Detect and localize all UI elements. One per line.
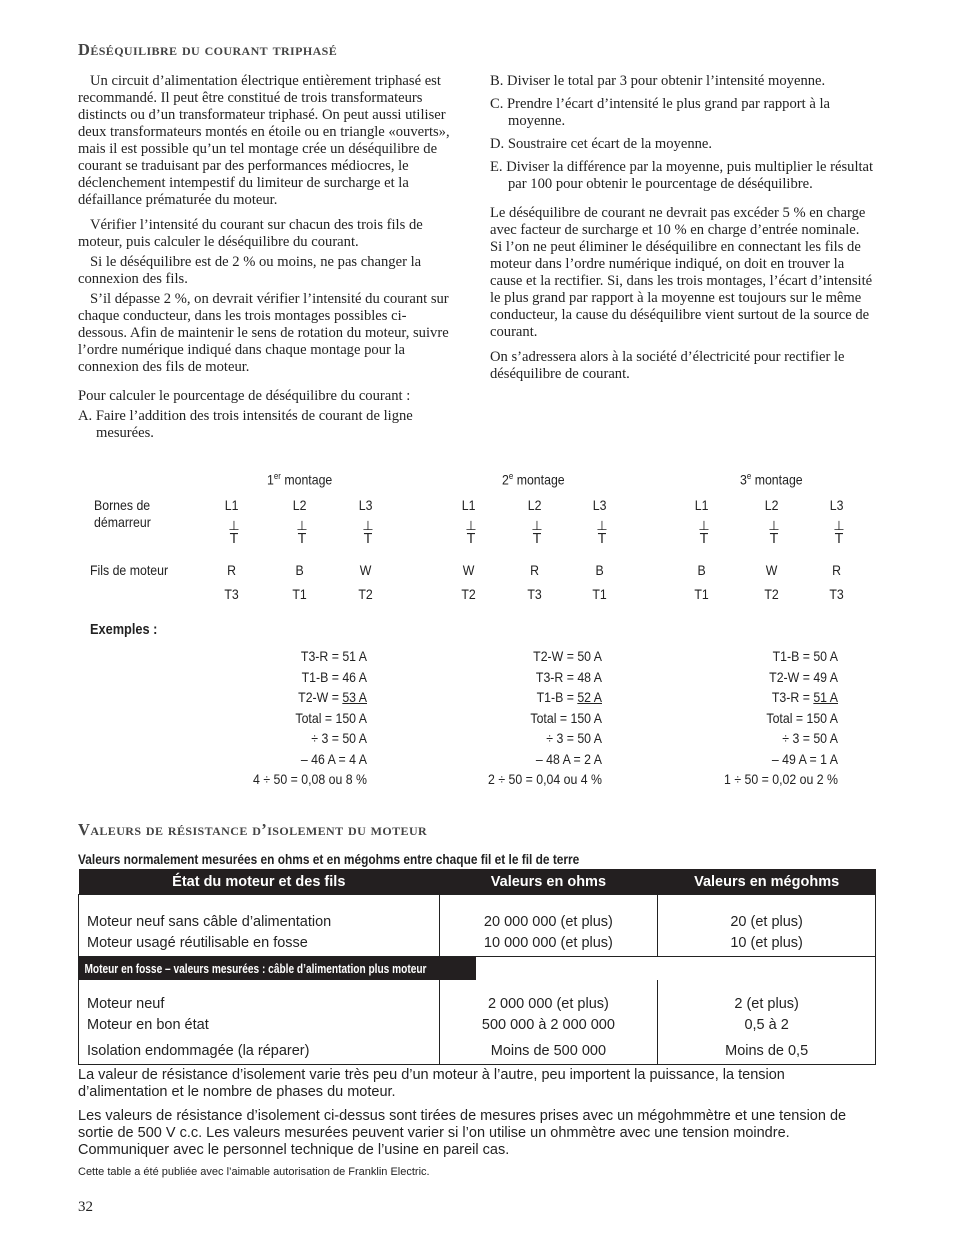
page-number: 32 [78,1199,93,1215]
wire-color: R [227,562,237,578]
table-group-row [79,957,876,981]
terminal-connector-icon: ⊥ T [833,519,845,547]
table-row: Moteur neuf sans câble d’alimentation 20 000 000 (et plus) 20 (et plus) [79,895,876,931]
section-title-unbalance: Déséquilibre du courant triphasé [78,40,338,59]
table-row: Moteur usagé réutilisable en fosse 10 000 000 (et plus) 10 (et plus) [79,930,876,957]
motor-lead: T2 [358,586,373,602]
terminal-connector-icon: ⊥ T [465,519,477,547]
motor-lead: T1 [292,586,307,602]
montage-1-title: 1er montage [267,471,333,488]
column-header: État du moteur et des fils [79,869,440,895]
terminal-l1: L1 [461,497,476,513]
terminal-l1: L1 [224,497,239,513]
terminal-l2: L2 [764,497,779,513]
wire-color: B [295,562,304,578]
table-row: Isolation endommagée (la réparer) Moins de 500 000 Moins de 0,5 [79,1038,876,1065]
credit-line: Cette table a été publiée avec l’aimable autorisation de Franklin Electric. [78,1166,430,1178]
table-row: Moteur en bon état 500 000 à 2 000 000 0,5 à 2 [79,1012,876,1038]
example-3: T1-B = 50 A T2-W = 49 A T3-R = 51 A Total = 150 A ÷ 3 = 50 A – 49 A = 1 A 1 ÷ 50 = 0,02 ou 2 % [724,648,838,787]
calc-intro: Pour calculer le pourcentage de déséquilibre du courant : [78,388,411,404]
montage-2-title: 2e montage [502,471,565,488]
wire-color: W [462,562,475,578]
terminal-l1: L1 [694,497,709,513]
example-2: T2-W = 50 A T3-R = 48 A T1-B = 52 A Total = 150 A ÷ 3 = 50 A – 48 A = 2 A 2 ÷ 50 = 0,04 ou 4 % [488,648,602,787]
insulation-resistance-table [78,869,876,1065]
paragraph: Le déséquilibre de courant ne devrait pas excéder 5 % en charge avec facteur de surcharge et 10 % en charge d’entrée nominale. Si l’on ne peut éliminer le déséquilibre en connectant les fils de moteur dans l’ordre numérique indiqué, on doit en trouver la cause et la rectifier. Si, dans les trois montages, l’écart d’intensité le plus grand par rapport à la moyenne est toujours sur le même conducteur, la cause du déséquilibre vient surtout de la source de courant. [490,205,873,340]
step-d: D. Soustraire cet écart de la moyenne. [490,136,713,152]
motor-lead: T2 [461,586,476,602]
motor-lead: T1 [592,586,607,602]
terminal-l3: L3 [592,497,607,513]
terminal-connector-icon: ⊥ T [698,519,710,547]
wire-color: B [595,562,604,578]
wire-color: W [765,562,778,578]
motor-lead: T3 [829,586,844,602]
notes [78,1067,876,1166]
terminal-connector-icon: ⊥ T [296,519,308,547]
terminal-connector-icon: ⊥ T [531,519,543,547]
examples-label: Exemples : [90,622,158,638]
example-1: T3-R = 51 A T1-B = 46 A T2-W = 53 A Total = 150 A ÷ 3 = 50 A – 46 A = 4 A 4 ÷ 50 = 0,08 ou 8 % [253,648,367,787]
wire-color: R [530,562,540,578]
step-a: A. Faire l’addition des trois intensités de courant de ligne mesurées. [78,408,413,441]
paragraph: S’il dépasse 2 %, on devrait vérifier l’intensité du courant sur chaque conducteur, dans les trois montages possibles ci-dessous. Afin de maintenir le sens de rotation du moteur, suivre l’ordre numérique indiqué dans chaque montage pour la connexion des fils de moteur. [78,291,449,375]
column-header: Valeurs en ohms [439,869,658,895]
motor-lead: T3 [527,586,542,602]
terminal-l3: L3 [358,497,373,513]
terminal-connector-icon: ⊥ T [596,519,608,547]
terminal-connector-icon: ⊥ T [768,519,780,547]
wire-color: B [697,562,706,578]
motor-lead: T1 [694,586,709,602]
terminal-connector-icon: ⊥ T [228,519,240,547]
right-column [490,73,875,391]
wire-color: W [359,562,372,578]
paragraph: Vérifier l’intensité du courant sur chacun des trois fils de moteur, puis calculer le déséquilibre du courant. [78,217,423,250]
terminal-l3: L3 [829,497,844,513]
motor-lead: T3 [224,586,239,602]
terminal-connector-icon: ⊥ T [362,519,374,547]
step-b: B. Diviser le total par 3 pour obtenir l’intensité moyenne. [490,73,826,89]
table-caption: Valeurs normalement mesurées en ohms et en mégohms entre chaque fil et le fil de terre [78,851,580,867]
label-starter-terminals: Bornes de démarreur [94,497,151,530]
group-label: Moteur en fosse – valeurs mesurées : câble d’alimentation plus moteur [84,961,427,976]
step-c: C. Prendre l’écart d’intensité le plus grand par rapport à la moyenne. [490,96,830,129]
terminal-l2: L2 [292,497,307,513]
paragraph: Si le déséquilibre est de 2 % ou moins, ne pas changer la connexion des fils. [78,254,422,287]
column-header: Valeurs en mégohms [658,869,876,895]
motor-lead: T2 [764,586,779,602]
label-motor-wires: Fils de moteur [90,562,169,578]
note-paragraph: Les valeurs de résistance d’isolement ci-dessus sont tirées de mesures prises avec un mégohmmètre et une tension de sortie de 500 V c.c. Les valeurs mesurées peuvent varier si l’on utilise un ohmmètre avec une tension moindre. Communiquer avec le personnel technique de l’usine en pareil cas. [78,1108,847,1158]
section-title-insulation: Valeurs de résistance d’isolement du moteur [78,820,428,839]
table-header-row [79,869,876,895]
paragraph: Un circuit d’alimentation électrique entièrement triphasé est recommandé. Il peut être constitué de trois transformateurs distincts ou d’un transformateur triphasé. On peut aussi utiliser deux transformateurs montés en étoile ou en triangle «ouverts», mais il est possible qu’un tel montage crée un déséquilibre de courant se traduisant par des performances médiocres, le déclenchement intempestif du limiteur de surcharge et la défaillance prématurée du moteur. [78,73,450,208]
terminal-l2: L2 [527,497,542,513]
paragraph: On s’adressera alors à la société d’électricité pour rectifier le déséquilibre de courant. [490,349,845,382]
left-column [78,73,454,448]
group-label-box [79,957,476,980]
wire-color: R [832,562,842,578]
table-row: Moteur neuf 2 000 000 (et plus) 2 (et plus) [79,980,876,1012]
note-paragraph: La valeur de résistance d’isolement varie très peu d’un moteur à l’autre, peu importent la puissance, la tension d’alimentation et le nombre de phases du moteur. [78,1067,785,1100]
step-e: E. Diviser la différence par la moyenne, puis multiplier le résultat par 100 pour obtenir le pourcentage de déséquilibre. [490,159,874,192]
montage-3-title: 3e montage [740,471,803,488]
